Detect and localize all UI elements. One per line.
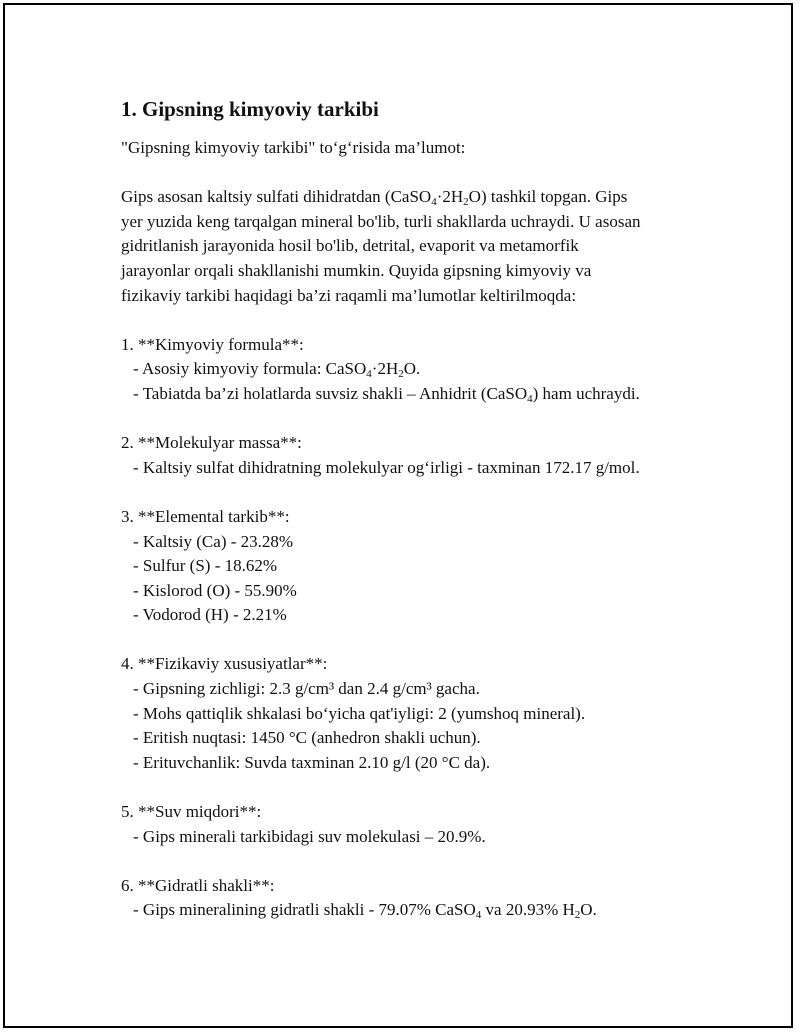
section-heading: 4. **Fizikaviy xususiyatlar**:	[121, 654, 328, 674]
list-item: - Sulfur (S) - 18.62%	[133, 556, 278, 576]
intro-paragraph	[121, 185, 721, 308]
paragraph-line-2: yer yuzida keng tarqalgan mineral bo'lib, turli shakllarda uchraydi. U asosan	[121, 211, 641, 231]
spacer	[121, 161, 721, 186]
list-item: - Kislorod (O) - 55.90%	[133, 580, 297, 600]
spacer	[121, 849, 721, 874]
section-heading: 3. **Elemental tarkib**:	[121, 506, 290, 526]
paragraph-line-4: jarayonlar orqali shakllanishi mumkin. Quyida gipsning kimyoviy va	[121, 260, 592, 280]
list-item: - Eritish nuqtasi: 1450 °C (anhedron shakli uchun).	[133, 728, 481, 748]
document-page	[3, 3, 793, 1028]
section-heading: 2. **Molekulyar massa**:	[121, 433, 302, 453]
spacer	[121, 775, 721, 800]
list-item: - Gips mineralining gidratli shakli - 79.07% CaSO$_4$ va 20.93% $H_2O$.	[133, 900, 597, 922]
list-item: - Erituvchanlik: Suvda taxminan 2.10 g/l (20 °C da).	[133, 752, 491, 772]
list-item: - Asosiy kimyoviy formula: $CaSO_4\cdot 2H_2O$.	[133, 359, 421, 381]
document-title: 1. Gipsning kimyoviy tarkibi	[121, 97, 379, 121]
section-chemical-formula	[121, 333, 721, 407]
list-item: - Kaltsiy (Ca) - 23.28%	[133, 531, 294, 551]
spacer	[121, 480, 721, 505]
section-heading: 6. **Gidratli shakli**:	[121, 875, 275, 895]
intro-line: "Gipsning kimyoviy tarkibi" to‘g‘risida ma’lumot:	[121, 138, 466, 157]
section-heading: 5. **Suv miqdori**:	[121, 802, 262, 822]
list-item: - Kaltsiy sulfat dihidratning molekulyar og‘irligi - taxminan 172.17 g/mol.	[133, 457, 640, 477]
spacer	[121, 628, 721, 653]
section-molecular-mass	[121, 431, 721, 480]
list-item: - Vodorod (H) - 2.21%	[133, 605, 287, 625]
section-physical-properties	[121, 652, 721, 775]
list-item: - Tabiatda ba’zi holatlarda suvsiz shakli – Anhidrit (CaSO$_4$) ham uchraydi.	[133, 383, 640, 405]
document-content	[121, 97, 721, 923]
paragraph-line-5: fizikaviy tarkibi haqidagi ba’zi raqamli ma’lumotlar keltirilmoqda:	[121, 285, 577, 305]
list-item: - Gipsning zichligi: 2.3 g/cm³ dan 2.4 g/cm³ gacha.	[133, 679, 480, 699]
list-item: - Gips minerali tarkibidagi suv molekulasi – 20.9%.	[133, 826, 486, 846]
section-elemental-composition	[121, 505, 721, 628]
list-item: - Mohs qattiqlik shkalasi bo‘yicha qat'iyligi: 2 (yumshoq mineral).	[133, 703, 586, 723]
section-heading: 1. **Kimyoviy formula**:	[121, 334, 304, 354]
paragraph-line-1: Gips asosan kaltsiy sulfati dihidratdan $(CaSO_4\cdot 2H_2O)$ tashkil topgan. Gips	[121, 187, 628, 209]
spacer	[121, 308, 721, 333]
paragraph-line-3: gidritlanish jarayonida hosil bo'lib, detrital, evaporit va metamorfik	[121, 236, 579, 256]
section-water-content	[121, 800, 721, 849]
spacer	[121, 407, 721, 432]
section-hydrated-form	[121, 874, 721, 923]
